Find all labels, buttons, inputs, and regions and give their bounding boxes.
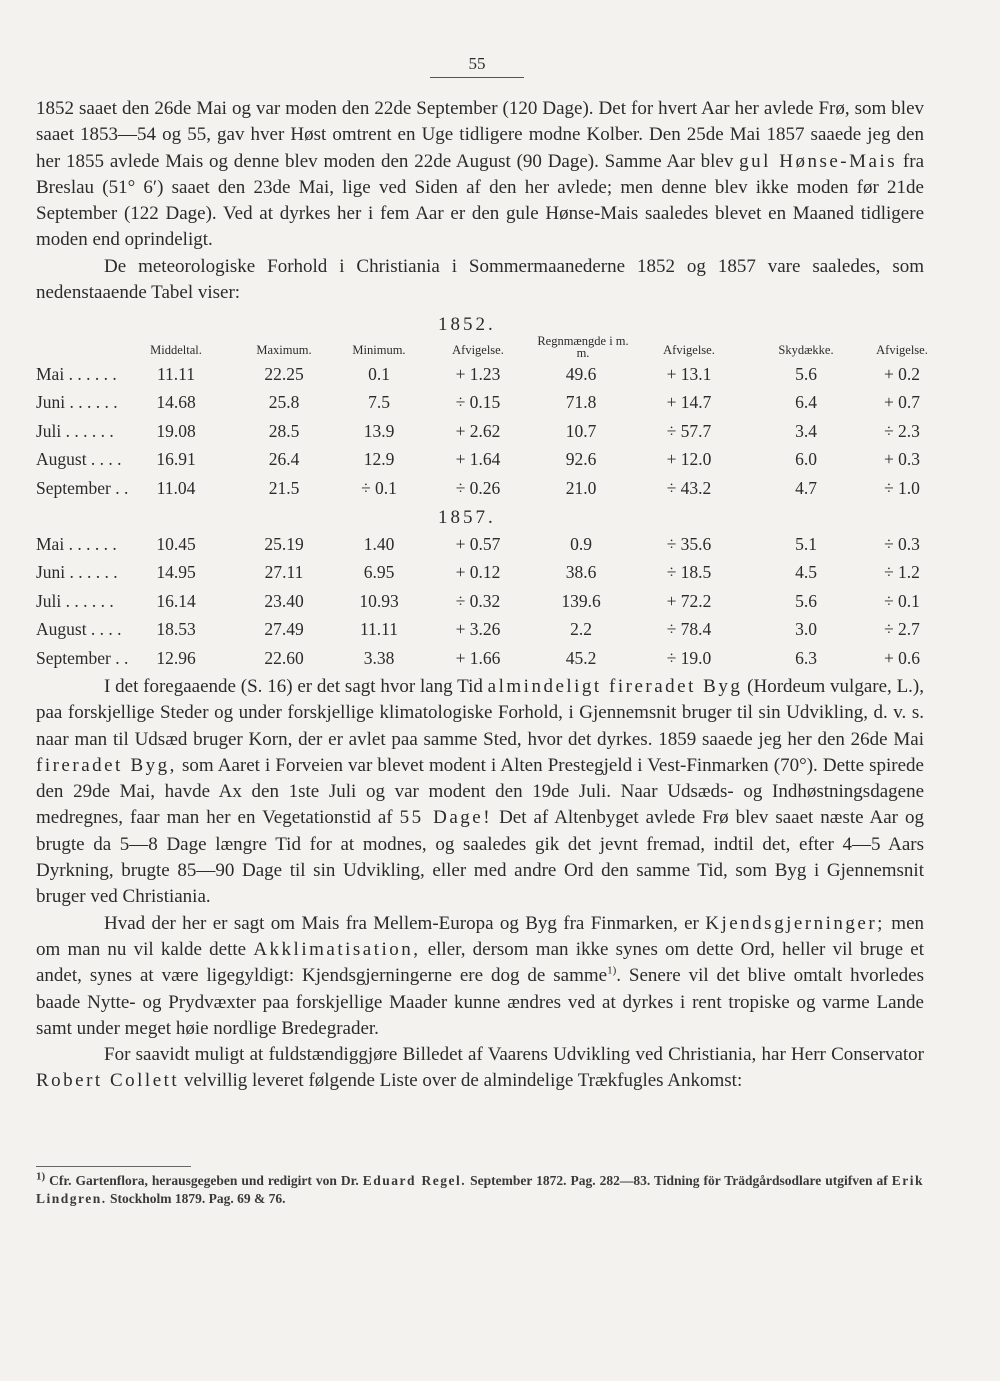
spaced-text: Robert Collett: [36, 1070, 180, 1092]
spaced-text: Kjendsgjerninger;: [705, 912, 885, 934]
table-cell: ÷ 1.0: [884, 477, 920, 498]
table-row-month: Juli . . . . . .: [36, 420, 114, 441]
text-run: September 1872. Pag. 282—83. Tidning för Trädgårdsodlare utgifven af: [470, 1173, 888, 1188]
table-cell: 12.96: [156, 647, 196, 668]
table-cell: 6.0: [795, 449, 817, 470]
table-cell: 4.5: [795, 562, 817, 583]
table-cell: + 13.1: [666, 364, 712, 384]
spaced-text: 55 Dage!: [399, 807, 493, 829]
table-cell: + 1.66: [455, 647, 501, 668]
text-run: velvillig leveret følgende Liste over de almindelige Trækfugles Ankomst:: [183, 1070, 743, 1092]
table-cell: 5.1: [795, 534, 817, 554]
spaced-text: fireradet Byg,: [36, 754, 177, 776]
table-row-month: Mai . . . . . .: [36, 534, 117, 554]
table-column-header: Afvigelse.: [452, 343, 504, 357]
table-cell: 21.0: [565, 477, 597, 498]
table-row: [36, 591, 924, 617]
text-run: som Aaret i Forveien var blevet modent i Alten Prestegjeld i Vest-Finmarken (70°). Dette spirede den 29de Mai, havde Ax den 1ste Juli og var modent den 19de Juli. Naar Udsæds- og Indhøstningsdagene medregnes, faar man her en Vegetationstid af: [36, 754, 924, 829]
page-number: 55: [468, 54, 486, 73]
table-cell: ÷ 0.32: [455, 590, 501, 611]
table-row-month: Juni . . . . . .: [36, 562, 118, 583]
table-row-month: Mai . . . . . .: [36, 364, 117, 384]
table-cell: 23.40: [264, 590, 304, 611]
table-cell: ÷ 2.3: [884, 420, 920, 441]
table-cell: 11.11: [156, 364, 196, 384]
table-cell: + 0.7: [883, 392, 921, 413]
text-run: fra Breslau (51° 6′) saaet den 23de Mai, lige ved Siden af den her avlede; men denne blev ikke moden før 21de September (122 Dage). Ved at dyrkes her i fem Aar er den gule Hønse-Mais saaledes blevet en Maaned tidligere moden end oprindeligt.: [36, 150, 925, 251]
table-cell: 3.0: [795, 619, 817, 640]
table-cell: 27.11: [264, 562, 304, 583]
table-cell: 25.19: [264, 534, 304, 554]
table-column-header: Minimum.: [352, 343, 406, 357]
table-cell: + 2.62: [455, 420, 501, 441]
table-column-header: Afvigelse.: [663, 343, 715, 357]
table-cell: 14.68: [156, 392, 196, 413]
table-cell: ÷ 35.6: [666, 534, 712, 554]
table-cell: 25.8: [268, 392, 300, 413]
table-cell: 22.25: [264, 364, 304, 384]
table-row: [36, 478, 924, 504]
table-cell: 21.5: [268, 477, 300, 498]
table-cell: 10.45: [156, 534, 196, 554]
table-column-header: Afvigelse.: [876, 343, 928, 357]
table-cell: + 12.0: [666, 449, 712, 470]
table-cell: ÷ 1.2: [884, 562, 920, 583]
text-run: I det foregaaende (S. 16) er det sagt hvor lang Tid: [104, 676, 483, 697]
text-run: eller, dersom man ikke synes om dette Ord, heller vil bruge et andet, synes at være ligegyldigt: Kjendsgjerningerne ere dog de samme: [36, 938, 925, 987]
body-text: [36, 674, 924, 1095]
table-year-label: 1852.: [438, 314, 496, 335]
table-row-month: August . . . .: [36, 619, 122, 640]
table-cell: 5.6: [795, 364, 817, 384]
text-run: Hvad der her er sagt om Mais fra Mellem-Europa og Byg fra Finmarken, er: [104, 912, 699, 934]
paragraph: [36, 96, 924, 254]
table-cell: 71.8: [565, 392, 597, 413]
table-cell: 11.11: [359, 619, 399, 640]
page-number-rule: [430, 77, 524, 78]
table-cell: 10.7: [565, 420, 597, 441]
table-cell: 38.6: [565, 562, 597, 583]
table-cell: ÷ 78.4: [666, 619, 712, 640]
text-run: For saavidt muligt at fuldstændiggjøre Billedet af Vaarens Udvikling ved Christiania, har Herr Conservator: [104, 1044, 924, 1066]
table-cell: ÷ 0.1: [361, 477, 397, 498]
table-cell: 16.91: [156, 449, 196, 470]
text-run: (Hordeum vulgare, L.), paa forskjellige Steder og under forskjellige klimatologiske Forhold, i Gjennemsnit bruger til sin Udvikling, d. v. s. naar man til Udsæd bruger Korn, der er avlet paa samme Sted, hvor det dyrkes. 1859 saaede jeg her den 26de Mai: [36, 676, 925, 750]
text-run: 1852 saaet den 26de Mai og var moden den 22de September (120 Dage). Det for hvert Aar her avlede Frø, som blev saaet 1853—54 og 55, gav hver Høst omtrent en Uge tidligere modne Kolber. Den 25de Mai 1857 saaede jeg den her 1855 avlede Mais og denne blev moden den 22de August (90 Dage). Samme Aar blev: [36, 98, 924, 172]
table-column-header: Skydække.: [778, 343, 834, 357]
table-cell: 3.4: [795, 420, 817, 441]
table-cell: ÷ 0.26: [455, 477, 501, 498]
table-cell: + 1.23: [455, 364, 501, 384]
table-cell: 16.14: [156, 590, 196, 611]
spaced-text: gul Hønse-Mais: [739, 150, 898, 172]
table-cell: 139.6: [561, 590, 601, 611]
table-cell: 13.9: [363, 420, 395, 441]
table-cell: 6.4: [795, 392, 817, 413]
text-run: men om man nu vil kalde dette: [36, 912, 925, 960]
footnote: [36, 1172, 924, 1208]
table-row: [36, 421, 924, 447]
footnote-rule: [36, 1166, 191, 1167]
table-cell: 0.1: [368, 364, 390, 384]
table-cell: 26.4: [268, 449, 300, 470]
table-cell: + 72.2: [666, 590, 712, 611]
table-cell: + 1.64: [455, 449, 501, 470]
table-cell: ÷ 43.2: [666, 477, 712, 498]
text-run: Cfr. Gartenflora, herausgegeben und redigirt von Dr.: [49, 1173, 359, 1188]
table-cell: 45.2: [565, 647, 597, 668]
table-cell: 11.04: [156, 477, 196, 498]
paragraph: [36, 911, 924, 1042]
table-cell: 12.9: [363, 449, 395, 470]
text-run: Det af Altenbyget avlede Frø blev saaet næste Aar og brugte da 5—8 Dage længre Tid for at modnes, og saaledes gik det jevnt fremad, indtil det, efter 4—5 Aars Dyrkning, brugte 85—90 Dage til sin Udvikling, eller med andre Ord den samme Tid, som Byg i Gjennemsnit bruger ved Christiania.: [36, 807, 925, 908]
table-cell: ÷ 2.7: [884, 619, 920, 640]
paragraph: [36, 674, 924, 911]
table-column-header: Middeltal.: [150, 343, 202, 357]
table-cell: 18.53: [156, 619, 196, 640]
table-cell: 28.5: [268, 420, 300, 441]
table-cell: + 3.26: [455, 619, 501, 640]
table-cell: 7.5: [368, 392, 390, 413]
table-row-month: Juni . . . . . .: [36, 392, 118, 413]
table-column-header: Maximum.: [256, 343, 312, 357]
table-cell: 0.9: [570, 534, 592, 554]
weather-table: [36, 314, 928, 668]
table-cell: + 0.57: [455, 534, 501, 554]
table-row-month: Juli . . . . . .: [36, 590, 114, 611]
table-column-header: Regnmængde i m. m.: [537, 334, 629, 360]
table-cell: 1.40: [363, 534, 395, 554]
table-cell: 4.7: [795, 477, 817, 498]
table-cell: 5.6: [795, 590, 817, 611]
table-row: [36, 648, 924, 674]
spaced-text: almindeligt fireradet Byg: [487, 676, 743, 697]
table-row-month: September . .: [36, 477, 129, 498]
table-year-label: 1857.: [438, 507, 496, 528]
table-row-month: September . .: [36, 647, 129, 668]
spaced-text: Eduard Regel.: [362, 1173, 467, 1188]
table-row: [36, 449, 924, 475]
text-run: Stockholm 1879. Pag. 69 & 76.: [110, 1191, 286, 1206]
table-cell: 6.3: [795, 647, 817, 668]
intro-text: [36, 96, 924, 306]
text-run: . Senere vil det blive omtalt hvorledes baade Nytte- og Prydvæxter paa forskjellige Maader kunne ændres ved at dyrkes i rent tropiske og varme Lande samt under meget høie nordlige Bredegrader.: [36, 965, 924, 1039]
spaced-text: Erik Lindgren.: [36, 1173, 925, 1206]
table-row: [36, 534, 924, 560]
table-cell: 22.60: [264, 647, 304, 668]
table-cell: 10.93: [359, 590, 399, 611]
table-cell: ÷ 0.15: [455, 392, 501, 413]
footnote-mark: 1): [36, 1170, 46, 1183]
table-cell: + 0.3: [883, 449, 921, 470]
table-cell: + 14.7: [666, 392, 712, 413]
table-row: [36, 392, 924, 418]
table-cell: 6.95: [363, 562, 395, 583]
paragraph: [36, 1042, 924, 1095]
footnote-ref: 1): [607, 964, 617, 977]
table-cell: + 0.12: [455, 562, 501, 583]
table-cell: ÷ 18.5: [666, 562, 712, 583]
table-cell: 27.49: [264, 619, 304, 640]
table-cell: + 0.6: [883, 647, 921, 668]
table-cell: 3.38: [363, 647, 395, 668]
table-cell: 2.2: [570, 619, 592, 640]
table-cell: 49.6: [565, 364, 597, 384]
paragraph: De meteorologiske Forhold i Christiania i Sommermaanederne 1852 og 1857 vare saaledes, som nedenstaaende Tabel viser:: [36, 255, 924, 304]
table-row-month: August . . . .: [36, 449, 122, 470]
table-row: [36, 562, 924, 588]
table-cell: ÷ 19.0: [666, 647, 712, 668]
spaced-text: Akklimatisation,: [253, 938, 421, 960]
table-cell: 14.95: [156, 562, 196, 583]
table-cell: ÷ 0.3: [884, 534, 920, 554]
table-cell: ÷ 0.1: [884, 590, 920, 611]
table-cell: 92.6: [565, 449, 597, 470]
table-row: [36, 364, 924, 390]
table-cell: 19.08: [156, 420, 196, 441]
table-row: [36, 619, 924, 645]
table-cell: + 0.2: [883, 364, 921, 384]
table-cell: ÷ 57.7: [666, 420, 712, 441]
